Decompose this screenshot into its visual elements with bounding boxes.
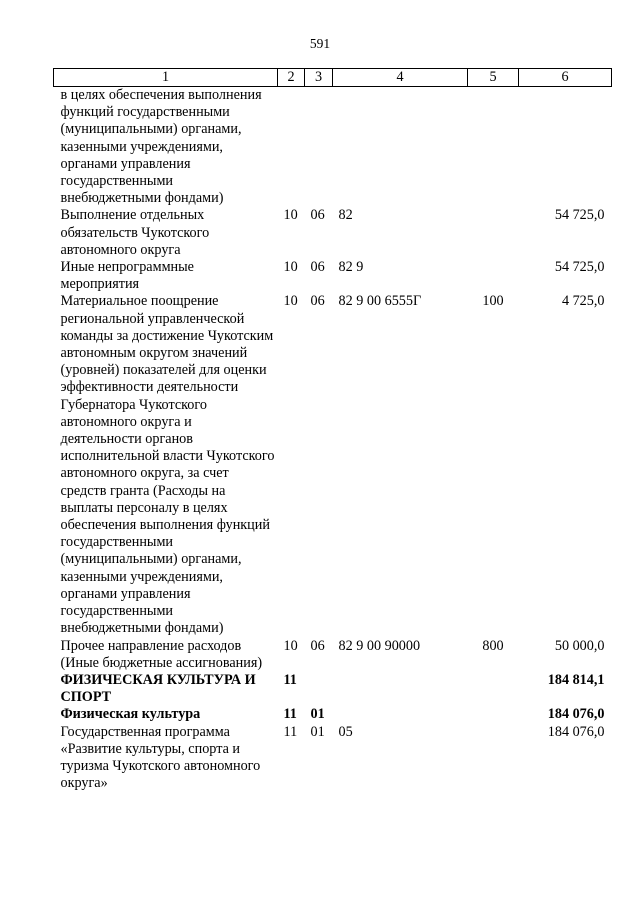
row-expense-type: [468, 87, 519, 208]
row-name: Материальное поощрение региональной управленческой команды за достижение Чукотским автономным округом значений (уровней) показателей для оценки эффективности деятельности Губернатора Чукотского автономного округа и деятельности органов исполнительной власти Чукотского автономного округа, за счет средств гранта (Расходы на выплаты персоналу в целях обеспечения выполнения функций государственными (муниципальными) органами, казенными учреждениями, органами управления государственными внебюджетными фондами): [60, 293, 275, 637]
row-name: Прочее направление расходов (Иные бюджетные ассигнования): [60, 637, 263, 671]
row-section: 11: [283, 671, 297, 688]
row-article: [333, 87, 468, 208]
row-name: в целях обеспечения выполнения функций государственными (муниципальными) органами, казенными учреждениями, органами управления государственными внебюджетными фондами): [60, 87, 262, 207]
row-subsection: [305, 672, 333, 706]
row-name: ФИЗИЧЕСКАЯ КУЛЬТУРА И СПОРТ: [60, 671, 256, 706]
header-col-subsection: 3: [305, 69, 333, 87]
table-row: [54, 638, 612, 672]
row-section: 11: [283, 706, 297, 723]
row-article: 82: [338, 207, 353, 224]
row-expense-type: 100: [482, 293, 504, 310]
header-col-article: 4: [333, 69, 468, 87]
table-row: [54, 259, 612, 293]
row-article: [333, 672, 468, 706]
table-row: [54, 207, 612, 259]
table-row-subsection-heading: [54, 706, 612, 723]
table-row: [54, 724, 612, 793]
row-section: 10: [283, 207, 298, 224]
row-subsection: 06: [310, 259, 325, 276]
row-section: 10: [283, 259, 298, 276]
row-article: [333, 706, 468, 723]
row-name: Государственная программа «Развитие культуры, спорта и туризма Чукотского автономного округа»: [60, 723, 261, 792]
row-article: 05: [338, 723, 353, 740]
header-col-name: 1: [54, 69, 278, 87]
row-amount: 50 000,0: [554, 637, 605, 654]
row-subsection: 06: [310, 207, 325, 224]
header-col-amount: 6: [519, 69, 612, 87]
row-subsection: 01: [310, 706, 325, 723]
row-name: Физическая культура: [60, 706, 201, 723]
row-subsection: 06: [310, 637, 325, 654]
row-subsection: [305, 87, 333, 208]
row-article: 82 9: [338, 259, 364, 276]
header-col-section: 2: [278, 69, 305, 87]
page-number: 591: [309, 36, 331, 51]
row-amount: 4 725,0: [561, 293, 605, 310]
table-header-row: [54, 69, 612, 87]
row-expense-type: [468, 259, 519, 293]
row-article: 82 9 00 6555Г: [338, 293, 422, 310]
row-amount: 54 725,0: [554, 207, 605, 224]
table-row: [54, 293, 612, 637]
row-expense-type: 800: [482, 637, 504, 654]
row-amount: 184 814,1: [547, 671, 605, 688]
row-amount: 184 076,0: [547, 706, 605, 723]
row-amount: 54 725,0: [554, 259, 605, 276]
row-amount: [519, 87, 612, 208]
row-section: [278, 87, 305, 208]
row-name: Иные непрограммные мероприятия: [60, 259, 194, 293]
row-amount: 184 076,0: [547, 723, 605, 740]
header-col-expense-type: 5: [468, 69, 519, 87]
row-section: 11: [283, 723, 298, 740]
row-section: 10: [283, 637, 298, 654]
row-expense-type: [468, 706, 519, 723]
budget-table: [53, 68, 612, 792]
row-name: Выполнение отдельных обязательств Чукотского автономного округа: [60, 207, 210, 258]
row-expense-type: [468, 672, 519, 706]
row-article: 82 9 00 90000: [338, 637, 421, 654]
table-row: [54, 87, 612, 208]
row-expense-type: [468, 724, 519, 793]
row-section: 10: [283, 293, 298, 310]
row-expense-type: [468, 207, 519, 259]
table-row-section-heading: [54, 672, 612, 706]
row-subsection: 01: [310, 723, 325, 740]
row-subsection: 06: [310, 293, 325, 310]
